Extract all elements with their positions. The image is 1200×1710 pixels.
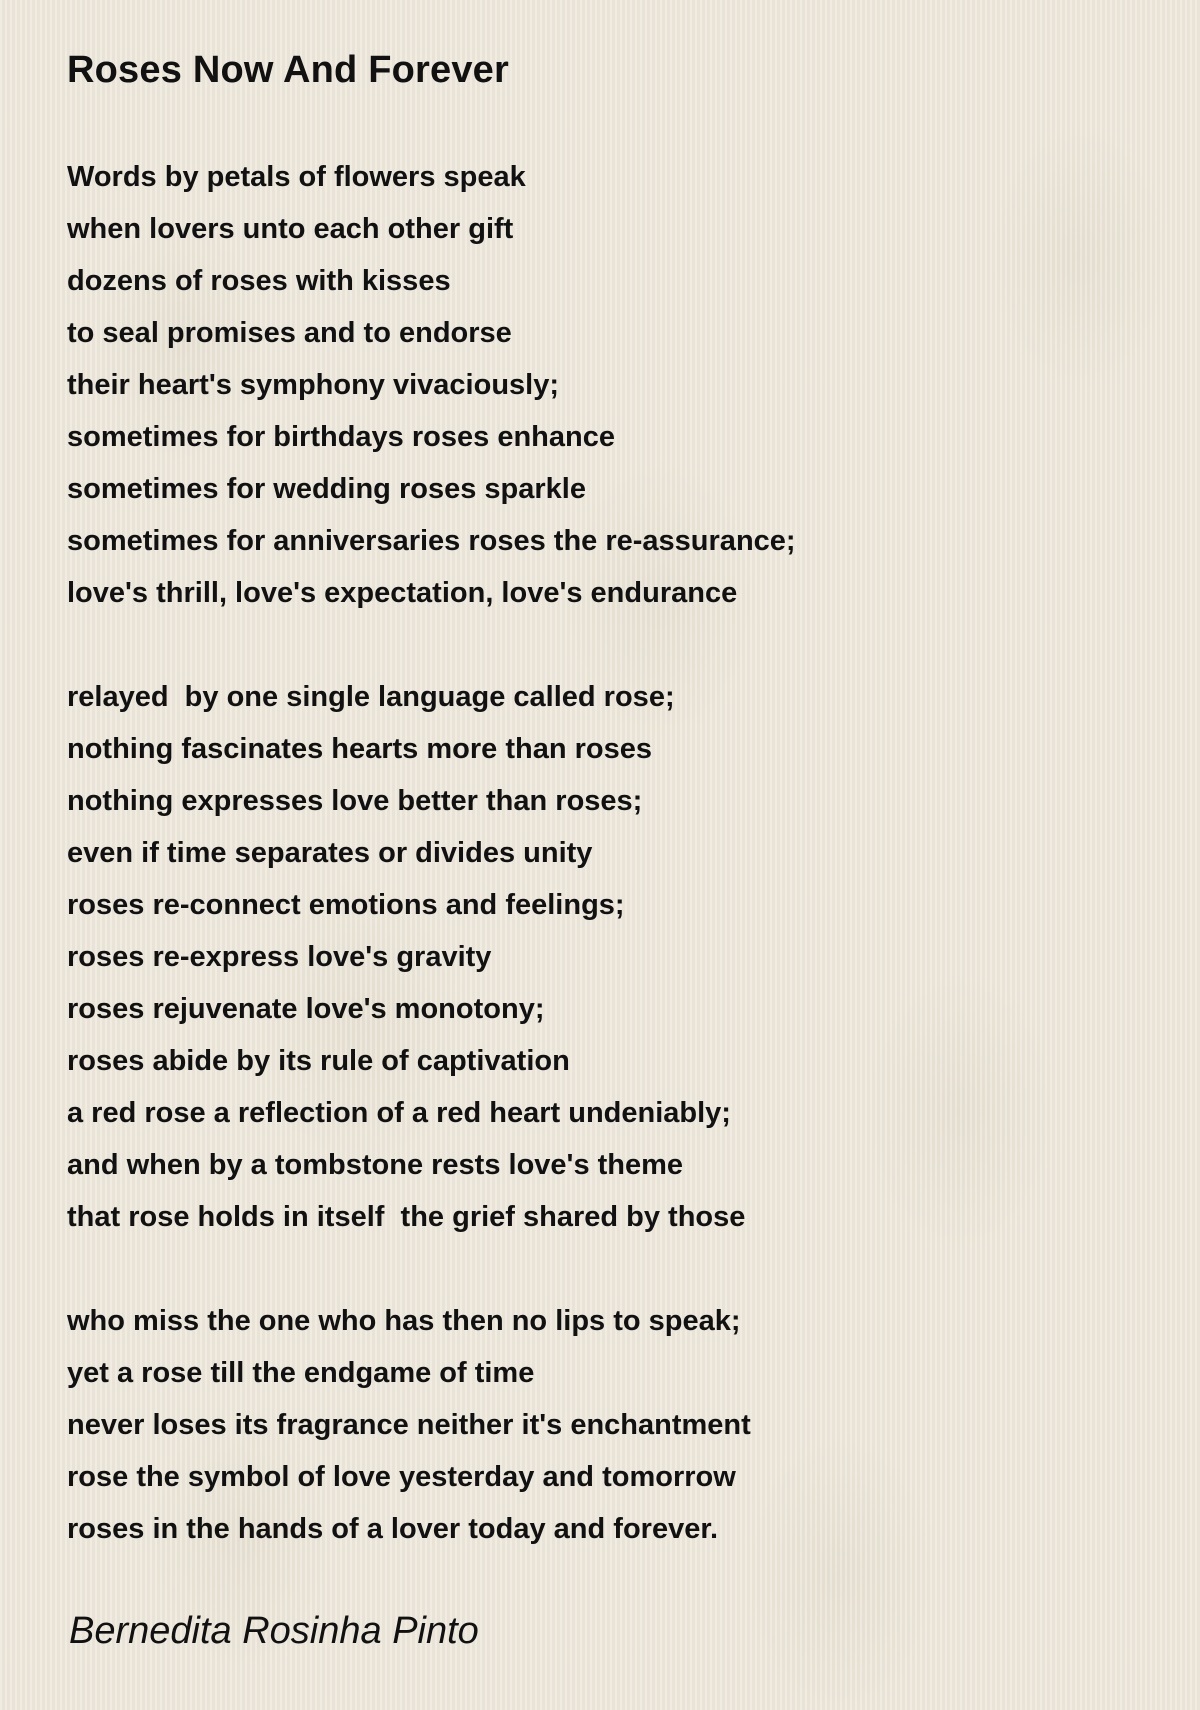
poem-line: roses in the hands of a lover today and forever.: [67, 1513, 719, 1545]
poem-line: and when by a tombstone rests love's theme: [67, 1149, 684, 1181]
poem-line: roses rejuvenate love's monotony;: [67, 993, 545, 1025]
poem-line: sometimes for birthdays roses enhance: [67, 421, 615, 453]
poem-line: never loses its fragrance neither it's enchantment: [67, 1409, 751, 1441]
stanza-2: [67, 671, 1147, 1243]
poem-line: a red rose a reflection of a red heart undeniably;: [67, 1097, 731, 1129]
poem-line: even if time separates or divides unity: [67, 837, 593, 869]
stanza-3: [67, 1295, 1147, 1555]
poem-line: sometimes for wedding roses sparkle: [67, 473, 586, 505]
poem-line: rose the symbol of love yesterday and tomorrow: [67, 1461, 736, 1493]
poem-line: nothing fascinates hearts more than roses: [67, 733, 652, 765]
poem-line: sometimes for anniversaries roses the re-assurance;: [67, 525, 796, 557]
poem-line: relayed by one single language called rose;: [67, 681, 675, 713]
poem-line: their heart's symphony vivaciously;: [67, 369, 560, 401]
poem-author: Bernedita Rosinha Pinto: [69, 1610, 479, 1652]
stanza-1: [67, 151, 1147, 619]
poem-line: dozens of roses with kisses: [67, 265, 451, 297]
poem-line: roses re-connect emotions and feelings;: [67, 889, 625, 921]
poem-body: [67, 151, 1147, 1555]
poem-title: Roses Now And Forever: [67, 49, 509, 91]
poem-line: roses re-express love's gravity: [67, 941, 492, 973]
poem-line: yet a rose till the endgame of time: [67, 1357, 535, 1389]
poem-line: who miss the one who has then no lips to speak;: [67, 1305, 741, 1337]
poem-line: that rose holds in itself the grief shared by those: [67, 1201, 746, 1233]
poem-line: love's thrill, love's expectation, love's endurance: [67, 577, 738, 609]
poem-line: to seal promises and to endorse: [67, 317, 512, 349]
poem-line: Words by petals of flowers speak: [67, 161, 526, 193]
poem-line: roses abide by its rule of captivation: [67, 1045, 570, 1077]
poem-line: nothing expresses love better than roses;: [67, 785, 643, 817]
poem-line: when lovers unto each other gift: [67, 213, 514, 245]
